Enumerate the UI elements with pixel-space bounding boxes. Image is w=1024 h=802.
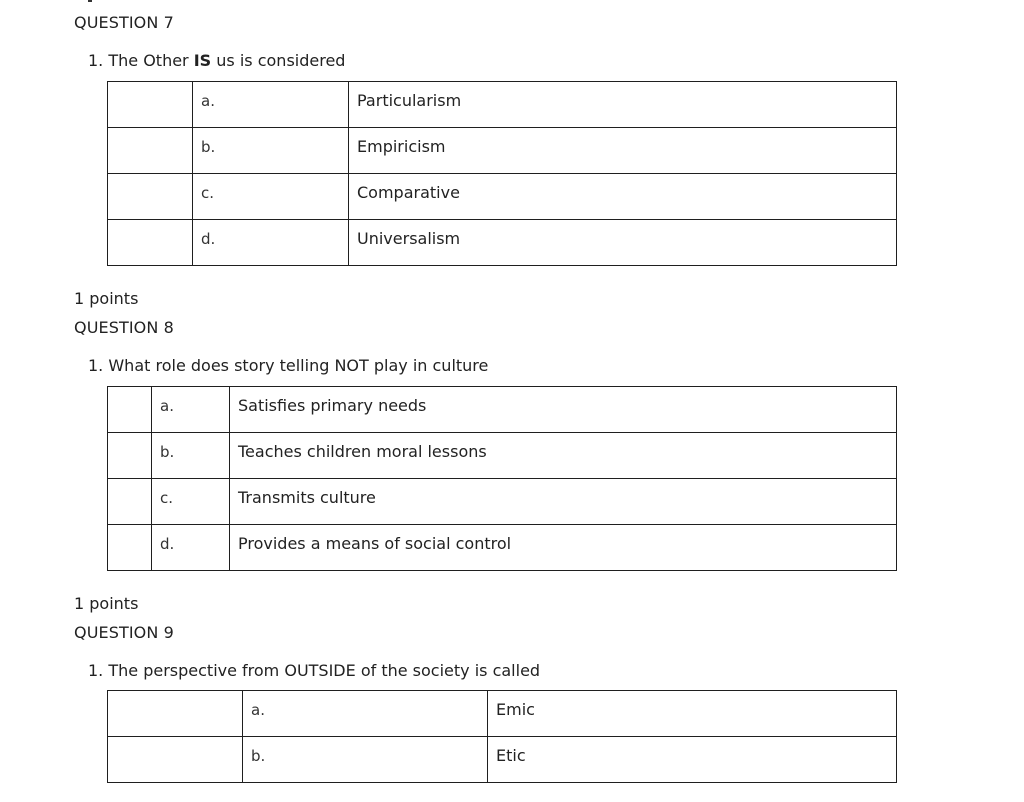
answer-select-cell[interactable] [108,174,193,220]
answer-letter: b. [193,128,349,174]
answer-letter: b. [243,737,488,783]
question-8-text [88,356,488,376]
question-9-title: QUESTION 9 [74,623,174,642]
answer-text: Empiricism [349,128,897,174]
answer-text: Particularism [349,82,897,128]
question-text-body: What role does story telling NOT play in culture [108,356,489,375]
answer-select-cell[interactable] [108,433,152,479]
answer-text: Provides a means of social control [230,525,897,571]
answer-row[interactable] [108,387,897,433]
answer-text: Teaches children moral lessons [230,433,897,479]
question-number: 1. [88,51,104,70]
question-text-part: The Other [108,51,194,70]
question-7-answer-table [107,81,897,266]
question-number: 1. [88,356,104,375]
answer-letter: a. [152,387,230,433]
answer-select-cell[interactable] [108,82,193,128]
question-8-answer-table [107,386,897,571]
answer-select-cell[interactable] [108,737,243,783]
answer-text: Emic [488,691,897,737]
answer-text: Comparative [349,174,897,220]
answer-row[interactable] [108,174,897,220]
question-7-points: 1 points [74,289,139,308]
answer-select-cell[interactable] [108,691,243,737]
question-7-title: QUESTION 7 [74,13,174,32]
answer-text: Satisfies primary needs [230,387,897,433]
question-7-text [88,51,345,71]
answer-text: Transmits culture [230,479,897,525]
answer-letter: a. [243,691,488,737]
answer-text: Etic [488,737,897,783]
question-text-body: The perspective from OUTSIDE of the society is called [108,661,541,680]
answer-row[interactable] [108,691,897,737]
answer-row[interactable] [108,479,897,525]
answer-letter: b. [152,433,230,479]
question-text-part: us is considered [211,51,346,70]
answer-row[interactable] [108,128,897,174]
answer-letter: d. [193,220,349,266]
answer-letter: c. [193,174,349,220]
question-text-emphasis: IS [193,51,212,70]
answer-select-cell[interactable] [108,387,152,433]
answer-letter: d. [152,525,230,571]
answer-select-cell[interactable] [108,525,152,571]
question-8-title: QUESTION 8 [74,318,174,337]
answer-row[interactable] [108,220,897,266]
question-9-answer-table [107,690,897,783]
answer-row[interactable] [108,737,897,783]
question-9-text [88,661,540,681]
answer-letter: a. [193,82,349,128]
answer-select-cell[interactable] [108,128,193,174]
answer-text: Universalism [349,220,897,266]
answer-select-cell[interactable] [108,479,152,525]
answer-letter: c. [152,479,230,525]
answer-row[interactable] [108,525,897,571]
question-number: 1. [88,661,104,680]
question-8-points: 1 points [74,594,139,613]
answer-select-cell[interactable] [108,220,193,266]
answer-row[interactable] [108,433,897,479]
scroll-remnant [88,0,92,2]
answer-row[interactable] [108,82,897,128]
